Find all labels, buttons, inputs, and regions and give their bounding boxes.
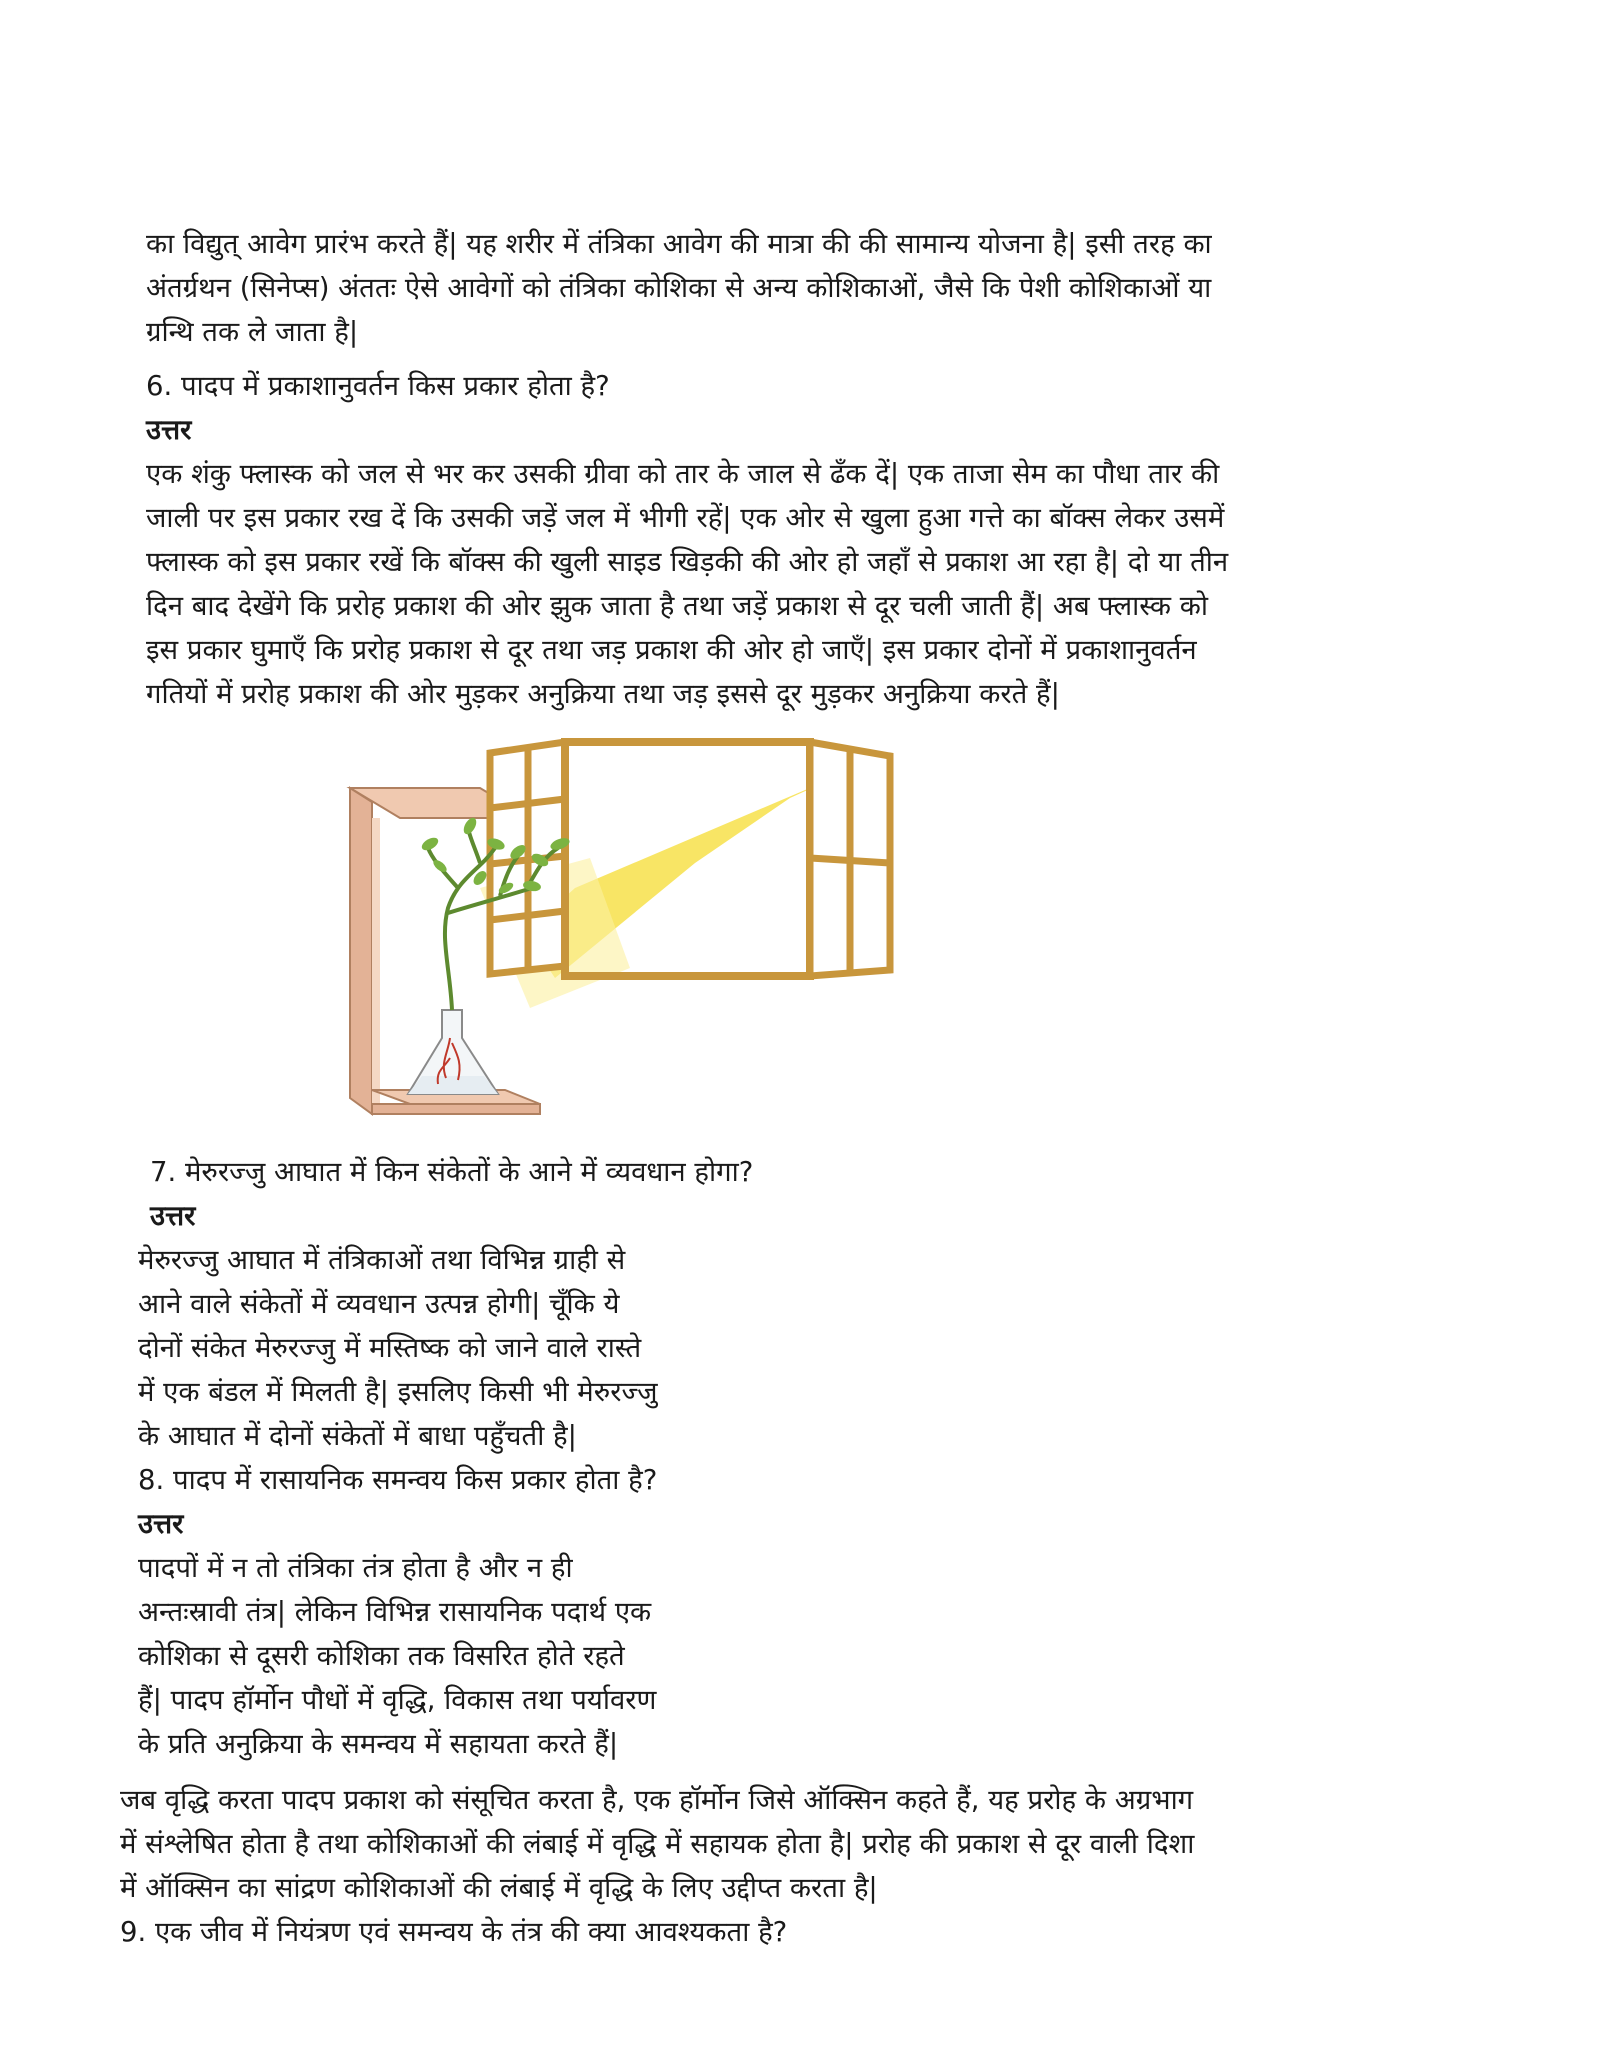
text-line: गतियों में प्ररोह प्रकाश की ओर मुड़कर अनुक्रिया तथा जड़ इससे दूर मुड़कर अनुक्रिया करते हैं|: [146, 678, 1060, 710]
text-line: जाली पर इस प्रकार रख दें कि उसकी जड़ें जल में भीगी रहें| एक ओर से खुला हुआ गत्ते का बॉक्स लेकर उसमें: [146, 502, 1225, 534]
question-heading: 6. पादप में प्रकाशानुवर्तन किस प्रकार होता है?: [146, 370, 610, 402]
text-line: अन्तःस्रावी तंत्र| लेकिन विभिन्न रासायनिक पदार्थ एक: [138, 1596, 652, 1628]
text-line: में एक बंडल में मिलती है| इसलिए किसी भी मेरुरज्जु: [138, 1376, 658, 1408]
text-line: जब वृद्धि करता पादप प्रकाश को संसूचित करता है, एक हॉर्मोन जिसे ऑक्सिन कहते हैं, यह प्ररोह के अग्रभाग: [120, 1784, 1194, 1816]
text-line: ग्रन्थि तक ले जाता है|: [146, 316, 359, 348]
text-line: के प्रति अनुक्रिया के समन्वय में सहायता करते हैं|: [138, 1728, 619, 1760]
text-line: कोशिका से दूसरी कोशिका तक विसरित होते रहते: [138, 1640, 625, 1672]
box-bottom-edge: [372, 1104, 540, 1114]
answer-label: उत्तर: [146, 414, 192, 446]
window-left-pane: [490, 742, 565, 974]
text-line: दिन बाद देखेंगे कि प्ररोह प्रकाश की ओर झुक जाता है तथा जड़ें प्रकाश से दूर चली जाती हैं| अब फ्लास्क को: [146, 590, 1209, 622]
question-heading: 9. एक जीव में नियंत्रण एवं समन्वय के तंत्र की क्या आवश्यकता है?: [120, 1916, 788, 1948]
text-line: अंतर्ग्रथन (सिनेप्स) अंततः ऐसे आवेगों को तंत्रिका कोशिका से अन्य कोशिकाओं, जैसे कि पेशी कोशिकाओं या: [146, 272, 1212, 304]
answer-label: उत्तर: [150, 1200, 196, 1232]
question-heading: 8. पादप में रासायनिक समन्वय किस प्रकार होता है?: [138, 1464, 658, 1496]
answer-label: उत्तर: [138, 1508, 184, 1540]
text-line: पादपों में न तो तंत्रिका तंत्र होता है और न ही: [138, 1552, 573, 1584]
text-line: में ऑक्सिन का सांद्रण कोशिकाओं की लंबाई में वृद्धि के लिए उद्दीप्त करता है|: [120, 1872, 878, 1904]
text-line: फ्लास्क को इस प्रकार रखें कि बॉक्स की खुली साइड खिड़की की ओर हो जहाँ से प्रकाश आ रहा है| दो या तीन: [146, 546, 1229, 578]
phototropism-figure: [300, 738, 940, 1138]
conical-flask: [408, 1010, 498, 1094]
text-line: हैं| पादप हॉर्मोन पौधों में वृद्धि, विकास तथा पर्यावरण: [138, 1684, 657, 1716]
text-line: मेरुरज्जु आघात में तंत्रिकाओं तथा विभिन्न ग्राही से: [138, 1244, 626, 1276]
box-side: [350, 788, 372, 1114]
text-line: के आघात में दोनों संकेतों में बाधा पहुँचती है|: [138, 1420, 577, 1452]
text-line: का विद्युत् आवेग प्रारंभ करते हैं| यह शरीर में तंत्रिका आवेग की मात्रा की की सामान्य योजना है| इसी तरह का: [146, 228, 1212, 260]
text-line: आने वाले संकेतों में व्यवधान उत्पन्न होगी| चूँकि ये: [138, 1288, 620, 1320]
text-line: इस प्रकार घुमाएँ कि प्ररोह प्रकाश से दूर तथा जड़ प्रकाश की ओर हो जाएँ| इस प्रकार दोनों में प्रकाशानुवर्तन: [146, 634, 1197, 666]
text-line: में संश्लेषित होता है तथा कोशिकाओं की लंबाई में वृद्धि में सहायक होता है| प्ररोह की प्रकाश से दूर वाली दिशा: [120, 1828, 1195, 1860]
box-back-inner: [372, 818, 380, 1114]
window-right-pane: [810, 742, 890, 976]
text-line: एक शंकु फ्लास्क को जल से भर कर उसकी ग्रीवा को तार के जाल से ढँक दें| एक ताजा सेम का पौधा तार की: [146, 458, 1220, 490]
text-line: दोनों संकेत मेरुरज्जु में मस्तिष्क को जाने वाले रास्ते: [138, 1332, 642, 1364]
question-heading: 7. मेरुरज्जु आघात में किन संकेतों के आने में व्यवधान होगा?: [150, 1156, 754, 1188]
